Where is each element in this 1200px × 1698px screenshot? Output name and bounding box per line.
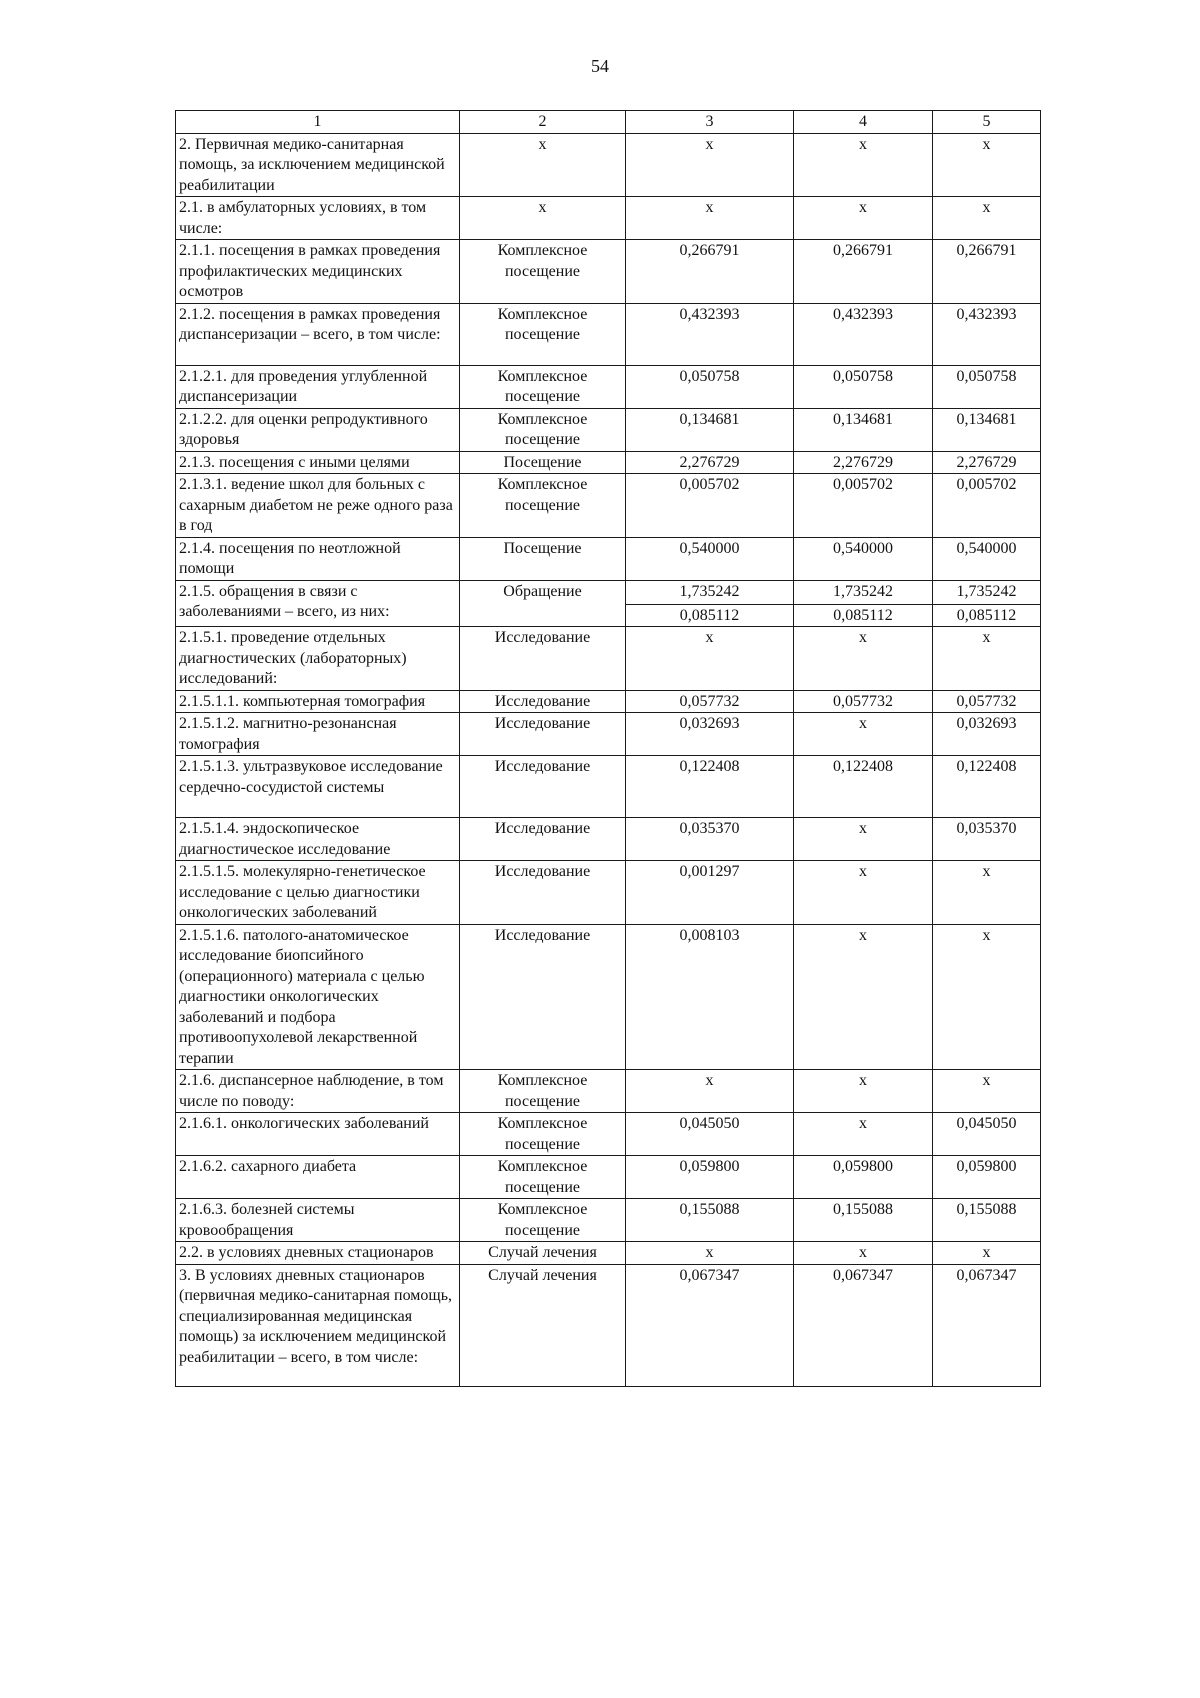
row-label-cell: 2.1.5.1.5. молекулярно-генетическое исследование с целью диагностики онкологических заболеваний <box>176 861 460 925</box>
row-label-cell: 2.1.6. диспансерное наблюдение, в том числе по поводу: <box>176 1070 460 1113</box>
table-row <box>176 924 1041 1070</box>
table-cell: 0,008103 <box>626 924 794 1070</box>
table-cell: Исследование <box>460 756 626 818</box>
table-row <box>176 1070 1041 1113</box>
table-cell: Случай лечения <box>460 1264 626 1386</box>
table-row <box>176 408 1041 451</box>
table-cell: х <box>626 627 794 691</box>
table-row <box>176 1242 1041 1265</box>
table-cell: Комплексное посещение <box>460 1156 626 1199</box>
table-cell: Исследование <box>460 690 626 713</box>
table-row <box>176 713 1041 756</box>
table-cell: х <box>794 1070 933 1113</box>
row-label-cell: 2.1.5.1.4. эндоскопическое диагностическое исследование <box>176 818 460 861</box>
table-cell: Исследование <box>460 924 626 1070</box>
table-cell: 0,057732 <box>626 690 794 713</box>
table-cell: Комплексное посещение <box>460 474 626 538</box>
table-cell: 0,057732 <box>933 690 1041 713</box>
table-cell: Комплексное посещение <box>460 1070 626 1113</box>
row-label-cell: 2.1.6.1. онкологических заболеваний <box>176 1113 460 1156</box>
table-cell: 0,032693 <box>626 713 794 756</box>
table-cell: Комплексное посещение <box>460 240 626 304</box>
table-cell: х <box>794 818 933 861</box>
table-cell: 2,276729 <box>626 451 794 474</box>
table-cell: х <box>794 197 933 240</box>
table-cell: 0,540000 <box>626 537 794 580</box>
table-row <box>176 303 1041 365</box>
table-cell: 0,266791 <box>626 240 794 304</box>
table-cell: 0,432393 <box>626 303 794 365</box>
table-row <box>176 818 1041 861</box>
table-cell: 1,735242 <box>794 580 933 604</box>
table-cell: 0,001297 <box>626 861 794 925</box>
column-number-2: 2 <box>460 111 626 134</box>
table-row <box>176 756 1041 818</box>
table-cell: 0,155088 <box>933 1199 1041 1242</box>
table-cell: х <box>794 713 933 756</box>
table-header-row <box>176 111 1041 134</box>
table-cell: 0,134681 <box>933 408 1041 451</box>
table-row <box>176 451 1041 474</box>
table-row <box>176 690 1041 713</box>
table-row <box>176 580 1041 604</box>
row-label-cell: 2.1.5.1.3. ультразвуковое исследование сердечно-сосудистой системы <box>176 756 460 818</box>
table-cell: х <box>460 133 626 197</box>
row-label-cell: 2.2. в условиях дневных стационаров <box>176 1242 460 1265</box>
table-cell: х <box>794 924 933 1070</box>
table-row <box>176 133 1041 197</box>
table-cell: 0,059800 <box>794 1156 933 1199</box>
table-cell: Комплексное посещение <box>460 303 626 365</box>
table-cell: Комплексное посещение <box>460 1113 626 1156</box>
table-cell: 0,035370 <box>933 818 1041 861</box>
row-label-cell: 2.1.5.1.1. компьютерная томография <box>176 690 460 713</box>
table-cell: х <box>933 924 1041 1070</box>
table-cell: 0,050758 <box>794 365 933 408</box>
table-row <box>176 197 1041 240</box>
data-table <box>175 110 1041 1387</box>
table-cell: 0,432393 <box>933 303 1041 365</box>
table-row <box>176 1199 1041 1242</box>
table-cell: х <box>933 861 1041 925</box>
table-row <box>176 537 1041 580</box>
table-cell: х <box>626 197 794 240</box>
table-row <box>176 365 1041 408</box>
row-label-cell: 2.1.1. посещения в рамках проведения профилактических медицинских осмотров <box>176 240 460 304</box>
table-cell: 0,059800 <box>626 1156 794 1199</box>
table-cell: 0,059800 <box>933 1156 1041 1199</box>
table-cell: х <box>794 1242 933 1265</box>
table-cell: 0,122408 <box>626 756 794 818</box>
table-cell: 0,085112 <box>794 604 933 627</box>
table-row <box>176 861 1041 925</box>
table-cell: 0,540000 <box>933 537 1041 580</box>
row-label-cell: 2.1.5. обращения в связи с заболеваниями – всего, из них: <box>176 580 460 627</box>
table-cell: 0,155088 <box>626 1199 794 1242</box>
table-cell: 0,067347 <box>933 1264 1041 1386</box>
table-cell: 0,122408 <box>933 756 1041 818</box>
table-cell: 0,540000 <box>794 537 933 580</box>
table-row <box>176 474 1041 538</box>
table-cell: 0,085112 <box>933 604 1041 627</box>
table-cell: х <box>460 197 626 240</box>
table-cell: 0,045050 <box>933 1113 1041 1156</box>
table-cell: 0,057732 <box>794 690 933 713</box>
table-cell: Комплексное посещение <box>460 365 626 408</box>
table-row <box>176 240 1041 304</box>
row-label-cell: 3. В условиях дневных стационаров (первичная медико-санитарная помощь, специализированная медицинская помощь) за исключением медицинской реабилитации – всего, в том числе: <box>176 1264 460 1386</box>
row-label-cell: 2.1.2.2. для оценки репродуктивного здоровья <box>176 408 460 451</box>
table-cell: Исследование <box>460 627 626 691</box>
row-label-cell: 2.1.6.3. болезней системы кровообращения <box>176 1199 460 1242</box>
table-cell: х <box>794 133 933 197</box>
table-row <box>176 1264 1041 1386</box>
table-cell: х <box>933 627 1041 691</box>
table-row <box>176 1113 1041 1156</box>
table-cell: 0,067347 <box>794 1264 933 1386</box>
table-cell: х <box>933 133 1041 197</box>
table-cell: х <box>933 197 1041 240</box>
table-cell: 0,122408 <box>794 756 933 818</box>
table-cell: 0,155088 <box>794 1199 933 1242</box>
table-cell: 0,134681 <box>794 408 933 451</box>
table-cell: 0,134681 <box>626 408 794 451</box>
table-cell: 0,032693 <box>933 713 1041 756</box>
table-cell: 0,005702 <box>626 474 794 538</box>
table-cell: Обращение <box>460 580 626 627</box>
table-cell: х <box>933 1070 1041 1113</box>
table-cell: 2,276729 <box>933 451 1041 474</box>
row-label-cell: 2.1.5.1.6. патолого-анатомическое исследование биопсийного (операционного) материала с целью диагностики онкологических заболеваний и подбора противоопухолевой лекарственной терапии <box>176 924 460 1070</box>
table-cell: Посещение <box>460 537 626 580</box>
row-label-cell: 2.1.6.2. сахарного диабета <box>176 1156 460 1199</box>
table-cell: 0,005702 <box>794 474 933 538</box>
row-label-cell: 2.1.3. посещения с иными целями <box>176 451 460 474</box>
table-cell: 0,432393 <box>794 303 933 365</box>
row-label-cell: 2.1. в амбулаторных условиях, в том числе: <box>176 197 460 240</box>
table-cell: 0,266791 <box>794 240 933 304</box>
row-label-cell: 2.1.5.1. проведение отдельных диагностических (лабораторных) исследований: <box>176 627 460 691</box>
table-cell: х <box>794 861 933 925</box>
column-number-4: 4 <box>794 111 933 134</box>
row-label-cell: 2.1.4. посещения по неотложной помощи <box>176 537 460 580</box>
table-cell: Комплексное посещение <box>460 408 626 451</box>
table-cell: 0,085112 <box>626 604 794 627</box>
table-cell: Посещение <box>460 451 626 474</box>
table-cell: 2,276729 <box>794 451 933 474</box>
table-cell: 0,035370 <box>626 818 794 861</box>
table-row <box>176 627 1041 691</box>
table-cell: 0,050758 <box>626 365 794 408</box>
table-cell: Исследование <box>460 818 626 861</box>
column-number-3: 3 <box>626 111 794 134</box>
table-cell: Исследование <box>460 713 626 756</box>
table-row <box>176 1156 1041 1199</box>
table-cell: х <box>794 1113 933 1156</box>
table-cell: Случай лечения <box>460 1242 626 1265</box>
table-cell: х <box>626 1242 794 1265</box>
row-label-cell: 2.1.5.1.2. магнитно-резонансная томография <box>176 713 460 756</box>
table-cell: 0,005702 <box>933 474 1041 538</box>
table-cell: 1,735242 <box>933 580 1041 604</box>
table-cell: 0,266791 <box>933 240 1041 304</box>
table-cell: х <box>933 1242 1041 1265</box>
column-number-1: 1 <box>176 111 460 134</box>
table-cell: 0,045050 <box>626 1113 794 1156</box>
row-label-cell: 2.1.2. посещения в рамках проведения диспансеризации – всего, в том числе: <box>176 303 460 365</box>
row-label-cell: 2. Первичная медико-санитарная помощь, за исключением медицинской реабилитации <box>176 133 460 197</box>
page-number: 54 <box>591 56 609 76</box>
table-cell: Исследование <box>460 861 626 925</box>
row-label-cell: 2.1.2.1. для проведения углубленной диспансеризации <box>176 365 460 408</box>
table-cell: х <box>626 1070 794 1113</box>
table-body <box>176 111 1041 1387</box>
table-cell: 0,050758 <box>933 365 1041 408</box>
row-label-cell: 2.1.3.1. ведение школ для больных с сахарным диабетом не реже одного раза в год <box>176 474 460 538</box>
table-cell: х <box>794 627 933 691</box>
column-number-5: 5 <box>933 111 1041 134</box>
table-cell: 1,735242 <box>626 580 794 604</box>
table-cell: 0,067347 <box>626 1264 794 1386</box>
table-cell: х <box>626 133 794 197</box>
table-cell: Комплексное посещение <box>460 1199 626 1242</box>
